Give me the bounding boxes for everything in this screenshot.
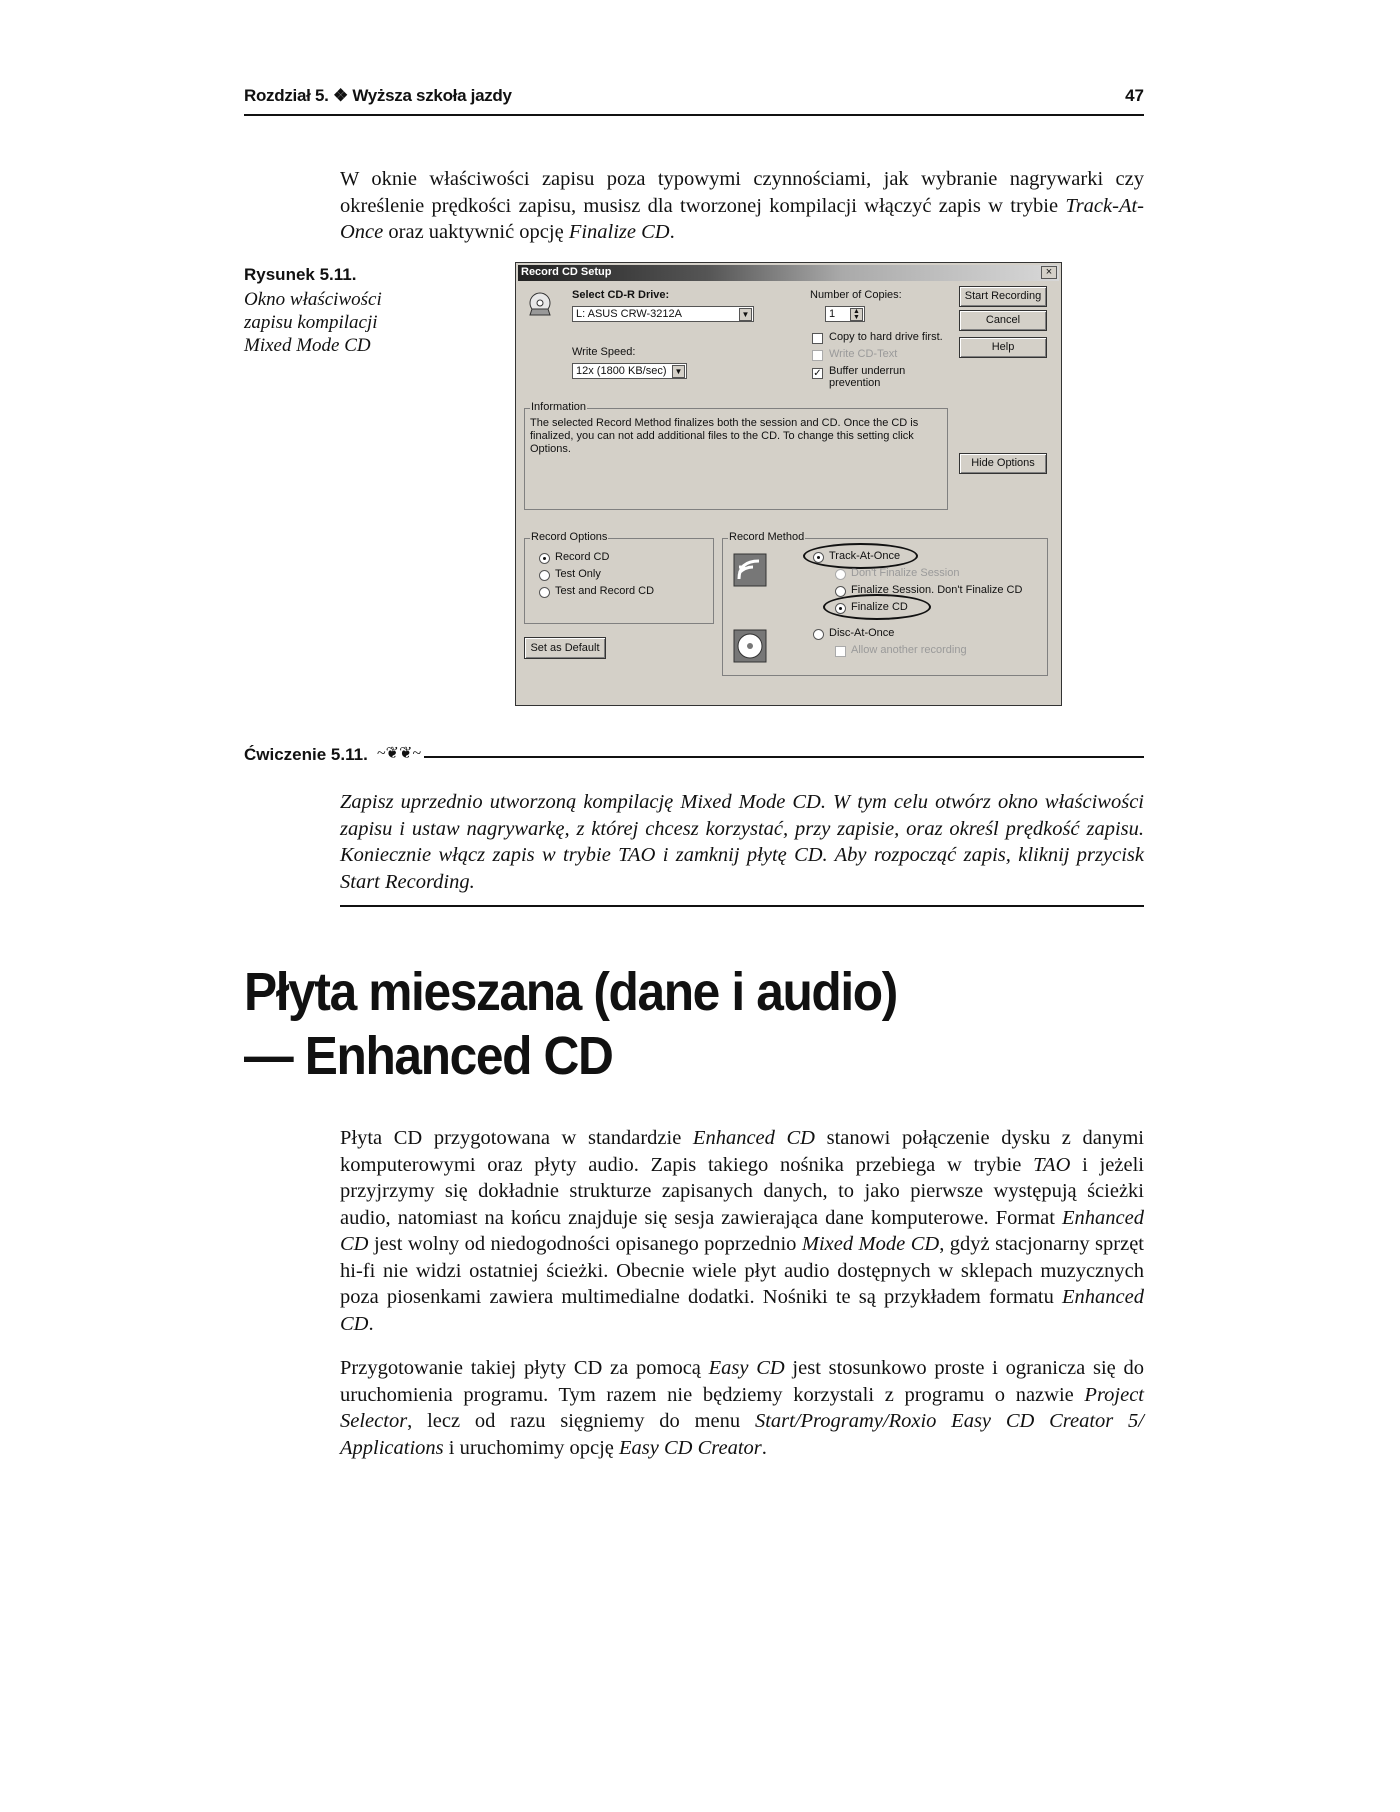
emphasis-text: Mixed Mode CD xyxy=(801,1233,940,1255)
figure-label: Rysunek 5.11. xyxy=(244,265,357,284)
spin-arrows-icon[interactable]: ▲ ▼ xyxy=(850,308,863,321)
disc-at-once-radio[interactable] xyxy=(813,629,824,640)
record-options-group xyxy=(524,531,714,624)
write-speed-select[interactable] xyxy=(572,363,687,379)
dont-finalize-radio xyxy=(835,569,846,580)
intro-text-2: oraz uaktywnić opcję xyxy=(383,221,569,243)
cd-drive-icon xyxy=(528,291,554,317)
body-text: Płyta CD przygotowana w standardzie xyxy=(340,1127,693,1149)
write-cd-text-checkbox xyxy=(812,350,823,361)
record-method-group xyxy=(722,531,1048,676)
running-header xyxy=(244,84,1144,116)
exercise-heading xyxy=(244,745,1144,769)
record-cd-setup-dialog xyxy=(515,262,1062,706)
disc-at-once-label: Disc-At-Once xyxy=(829,627,895,639)
write-speed-label: Write Speed: xyxy=(572,346,636,358)
emphasis-text: Project Selector xyxy=(340,1383,1144,1432)
body-text: stanowi połączenie dysku z danymi komputerowymi oraz płyty audio. Zapis takiego nośnika przebiega w trybie xyxy=(340,1127,1144,1176)
hide-options-button[interactable]: Hide Options xyxy=(959,453,1047,474)
allow-another-checkbox xyxy=(835,646,846,657)
dont-finalize-label: Don't Finalize Session xyxy=(851,567,960,579)
write-cd-text-label: Write CD-Text xyxy=(829,348,898,360)
body-text: . xyxy=(761,1436,767,1459)
figure-caption-text: Okno właściwości zapisu kompilacji Mixed Mode CD xyxy=(244,289,382,356)
exercise-bottom-rule xyxy=(340,905,1144,907)
help-button[interactable]: Help xyxy=(959,337,1047,358)
finalize-session-radio[interactable] xyxy=(835,586,846,597)
information-title: Information xyxy=(531,401,587,413)
intro-text-1: W oknie właściwości zapisu poza typowymi czynnościami, jak wybranie nagrywarki czy określenie prędkości zapisu, musisz dla tworzonej kompilacji włączyć zapis w trybie xyxy=(340,168,1144,217)
chevron-down-icon[interactable]: ▼ xyxy=(739,308,752,321)
write-speed-value: 12x (1800 KB/sec) xyxy=(576,365,667,377)
test-only-label: Test Only xyxy=(555,568,601,580)
figure-caption xyxy=(244,264,424,357)
copies-stepper[interactable] xyxy=(825,306,865,322)
intro-emphasis-tao: Track-At-Once xyxy=(340,194,1144,243)
emphasis-text: Easy CD Creator xyxy=(619,1436,762,1459)
allow-another-label: Allow another recording xyxy=(851,644,967,656)
record-method-title: Record Method xyxy=(729,531,805,543)
record-options-title: Record Options xyxy=(531,531,608,543)
chapter-title: Rozdział 5. ❖ Wyższa szkoła jazdy xyxy=(244,86,512,105)
emphasis-text: Easy CD xyxy=(708,1357,785,1379)
intro-text-3: . xyxy=(669,221,675,243)
intro-emphasis-finalize: Finalize CD xyxy=(568,221,670,243)
section-title xyxy=(244,960,1072,1088)
paragraph-easy-cd xyxy=(340,1355,1144,1461)
section-title-line-2: — Enhanced CD xyxy=(244,1026,613,1086)
copies-value: 1 xyxy=(829,308,836,320)
emphasis-text: Enhanced CD xyxy=(340,1206,1144,1255)
paragraph-enhanced-cd xyxy=(340,1125,1144,1337)
finalize-session-label: Finalize Session. Don't Finalize CD xyxy=(851,584,1023,596)
emphasis-text: Start/Programy/Roxio Easy CD Creator 5/ Applications xyxy=(340,1410,1144,1459)
chevron-down-icon[interactable]: ▼ xyxy=(672,365,685,378)
buffer-underrun-checkbox[interactable]: ✓ xyxy=(813,368,822,379)
copy-to-hd-label: Copy to hard drive first. xyxy=(829,331,943,343)
body-text: jest stosunkowo proste i ogranicza się do uruchomienia programu. Tym razem nie będziemy korzystali z programu o nazwie xyxy=(340,1357,1144,1406)
record-cd-radio[interactable] xyxy=(539,553,550,564)
drive-select[interactable] xyxy=(572,306,754,322)
emphasis-text: Enhanced CD xyxy=(692,1127,815,1149)
test-and-record-radio[interactable] xyxy=(539,587,550,598)
body-text: i uruchomimy opcję xyxy=(443,1436,619,1459)
test-only-radio[interactable] xyxy=(539,570,550,581)
dialog-title: Record CD Setup xyxy=(521,266,612,278)
disc-at-once-icon xyxy=(733,629,767,663)
information-text: The selected Record Method finalizes both the session and CD. Once the CD is finalized, you can not add additional files to the CD. To change this setting click Options. xyxy=(530,417,919,455)
information-group xyxy=(524,401,948,510)
finalize-cd-label: Finalize CD xyxy=(851,601,908,613)
start-recording-button[interactable]: Start Recording xyxy=(959,286,1047,307)
buffer-underrun-label: Buffer underrun prevention xyxy=(829,365,906,389)
highlight-oval xyxy=(823,594,931,620)
test-and-record-label: Test and Record CD xyxy=(555,585,655,597)
body-text: , gdyż stacjonarny sprzęt hi-fi nie widzi ostatniej ścieżki. Obecnie wiele płyt audio dostępnych w sklepach muzycznych poza piosenkami zawiera multimedialne dodatki. Nośniki te są przykładem formatu xyxy=(340,1233,1144,1308)
record-cd-label: Record CD xyxy=(555,551,610,563)
body-text: , lecz od razu sięgniemy do menu xyxy=(407,1410,755,1432)
highlight-oval xyxy=(803,543,918,569)
dialog-titlebar xyxy=(518,265,1059,281)
cancel-button[interactable]: Cancel xyxy=(959,310,1047,331)
body-text: jest wolny od niedogodności opisanego poprzednio xyxy=(368,1233,802,1255)
track-at-once-label: Track-At-Once xyxy=(829,550,901,562)
exercise-label: Ćwiczenie 5.11. xyxy=(244,745,374,765)
track-at-once-icon xyxy=(733,553,767,587)
body-text: Przygotowanie takiej płyty CD za pomocą xyxy=(340,1357,709,1379)
body-text: i jeżeli przyjrzymy się dokładnie strukturze zapisanych danych, to jako pierwsze występują ścieżki audio, natomiast na końcu znajduje się sesja zawierająca dane komputerowe. Format xyxy=(340,1153,1144,1229)
copies-label: Number of Copies: xyxy=(810,289,902,301)
section-title-line-1: Płyta mieszana (dane i audio) xyxy=(244,962,897,1022)
emphasis-text: Enhanced CD xyxy=(340,1286,1144,1335)
ornament-icon: ~❦❦~ xyxy=(374,743,424,763)
set-as-default-button[interactable]: Set as Default xyxy=(524,637,606,659)
exercise-text: Zapisz uprzednio utworzoną kompilację Mixed Mode CD. W tym celu otwórz okno właściwości zapisu i ustaw nagrywarkę, z której chcesz korzystać, przy zapisie, oraz określ prędkość zapisu. Koniecznie włącz zapis w trybie TAO i zamknij płytę CD. Aby rozpocząć zapis, kliknij przycisk Start Recording. xyxy=(340,791,1144,893)
emphasis-text: TAO xyxy=(1033,1153,1071,1176)
page-number: 47 xyxy=(1125,86,1144,105)
close-icon[interactable]: × xyxy=(1041,266,1057,279)
select-drive-label: Select CD-R Drive: xyxy=(572,289,670,301)
body-text: . xyxy=(368,1312,374,1335)
intro-paragraph xyxy=(340,166,1144,246)
copy-to-hd-checkbox[interactable] xyxy=(812,333,823,344)
drive-select-value: L: ASUS CRW-3212A xyxy=(576,308,682,320)
